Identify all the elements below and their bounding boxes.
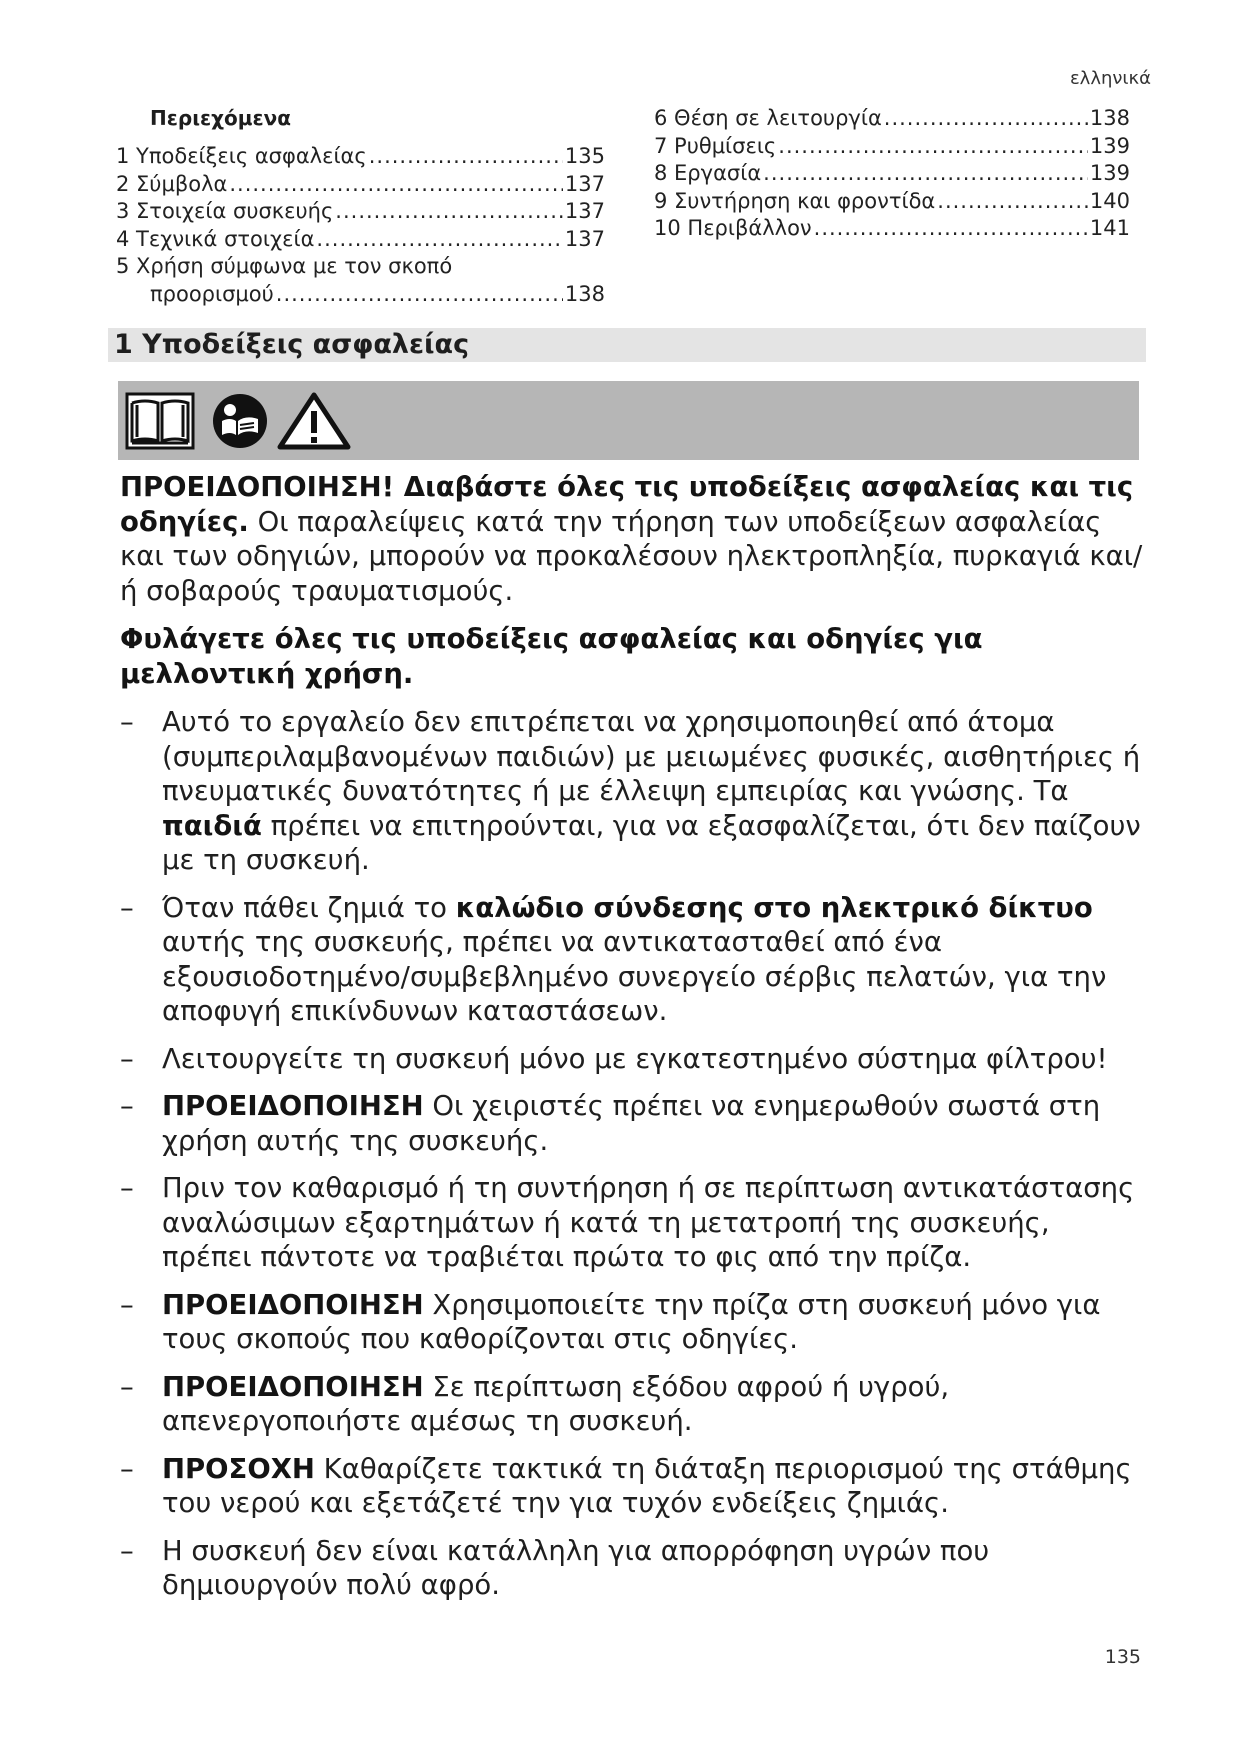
toc-entry-label: 6 Θέση σε λειτουργία (654, 106, 882, 130)
warning-triangle-icon (276, 391, 352, 451)
list-item: – ΠΡΟΕΙΔΟΠΟΙΗΣΗ Σε περίπτωση εξόδου αφρού ή υγρού, απενεργοποιήστε αμέσως τη συσκευή. (120, 1370, 1145, 1439)
toc-entry-label: 9 Συντήρηση και φροντίδα (654, 188, 936, 213)
safety-content (120, 470, 1145, 1616)
toc-entry-page: 140 (1089, 188, 1130, 213)
toc-entry[interactable] (116, 143, 605, 171)
keep-instructions-note: Φυλάγετε όλες τις υποδείξεις ασφαλείας και οδηγίες για μελλοντική χρήση. (120, 623, 983, 690)
list-item: – Όταν πάθει ζημιά το καλώδιο σύνδεσης στο ηλεκτρικό δίκτυο αυτής της συσκευής, πρέπει να αντικατασταθεί από ένα εξουσιοδοτημένο/συμβεβλημένο συνεργείο σέρβις πελατών, για την αποφυγή επικίνδυνων καταστάσεων. (120, 891, 1145, 1029)
warning-text: Οι παραλείψεις κατά την τήρηση των υποδείξεων ασφαλείας και των οδηγιών, μπορούν να προκαλέσουν ηλεκτροπληξία, πυρκαγιά και/ή σοβαρούς τραυματισμούς. (120, 505, 1143, 607)
toc-entry-label: 10 Περιβάλλον (654, 216, 812, 240)
list-item: – Πριν τον καθαρισμό ή τη συντήρηση ή σε περίπτωση αντικατάστασης αναλώσιμων εξαρτημάτων ή κατά τη μετατροπή της συσκευής, πρέπει πάντοτε να τραβιέται πρώτα το φις από την πρίζα. (120, 1171, 1145, 1275)
list-item: – ΠΡΟΣΟΧΗ Καθαρίζετε τακτικά τη διάταξη περιορισμού της στάθμης του νερού και εξετάζετέ την για τυχόν ενδείξεις ζημιάς. (120, 1452, 1145, 1521)
toc-entry-page: 139 (1089, 161, 1130, 185)
toc-entry-page: 141 (1089, 216, 1130, 240)
toc-entry-page: 137 (564, 226, 605, 251)
manual-book-icon (124, 391, 196, 451)
toc-entry-label: 5 Χρήση σύμφωνα με τον σκοπό (116, 254, 453, 278)
toc-entry[interactable] (116, 171, 605, 199)
read-instructions-icon (204, 391, 276, 451)
list-item: – Η συσκευή δεν είναι κατάλληλη για απορρόφηση υγρών που δημιουργούν πολύ αφρό. (120, 1534, 1145, 1603)
toc-entry[interactable] (116, 198, 605, 226)
toc-entry-label: 8 Εργασία (654, 161, 762, 185)
page-number: 135 (1104, 1646, 1141, 1668)
toc-entry[interactable] (654, 160, 1130, 188)
toc-entry-page: 138 (564, 281, 605, 306)
toc-entry[interactable] (116, 253, 605, 281)
warning-paragraph (120, 470, 1145, 608)
section-heading: 1 Υποδείξεις ασφαλείας (108, 328, 1146, 362)
toc-entry[interactable] (654, 133, 1130, 161)
toc-entry[interactable] (116, 226, 605, 254)
toc-entry-page: 138 (1089, 106, 1130, 130)
toc-right-column (654, 105, 1130, 243)
safety-bullet-list (120, 705, 1145, 1603)
toc-entry[interactable] (654, 215, 1130, 243)
toc-entry-label-cont: προορισμού (150, 281, 274, 306)
toc-entry[interactable] (654, 105, 1130, 133)
list-item: – Λειτουργείτε τη συσκευή μόνο με εγκατεστημένο σύστημα φίλτρου! (120, 1042, 1145, 1077)
warning-bold-text: ΠΡΟΕΙΔΟΠΟΙΗΣΗ! Διαβάστε όλες τις υποδείξεις ασφαλείας και τις οδηγίες. (120, 471, 1134, 538)
toc-left-column (116, 143, 605, 308)
toc-entry-continuation[interactable] (116, 281, 605, 309)
toc-entry-label: 4 Τεχνικά στοιχεία (116, 226, 315, 251)
toc-entry-label: 3 Στοιχεία συσκευής (116, 199, 334, 223)
list-item: – ΠΡΟΕΙΔΟΠΟΙΗΣΗ Οι χειριστές πρέπει να ενημερωθούν σωστά στη χρήση αυτής της συσκευής. (120, 1089, 1145, 1158)
safety-icon-bar (118, 381, 1139, 460)
language-label: ελληνικά (1069, 68, 1151, 89)
list-item: – Αυτό το εργαλείο δεν επιτρέπεται να χρησιμοποιηθεί από άτομα (συμπεριλαμβανομένων παιδιών) με μειωμένες φυσικές, αισθητήριες ή πνευματικές δυνατότητες ή με έλλειψη εμπειρίας και γνώσης. Τα παιδιά πρέπει να επιτηρούνται, για να εξασφαλίζεται, ότι δεν παίζουν με τη συσκευή. (120, 705, 1145, 878)
toc-entry-label: 1 Υποδείξεις ασφαλείας (116, 144, 367, 168)
list-item: – ΠΡΟΕΙΔΟΠΟΙΗΣΗ Χρησιμοποιείτε την πρίζα στη συσκευή μόνο για τους σκοπούς που καθορίζονται στις οδηγίες. (120, 1288, 1145, 1357)
toc-entry[interactable] (654, 188, 1130, 216)
toc-entry-label: 7 Ρυθμίσεις (654, 133, 777, 158)
toc-entry-page: 137 (564, 171, 605, 196)
toc-entry-page: 137 (564, 199, 605, 223)
toc-entry-page: 139 (1089, 133, 1130, 158)
toc-entry-page: 135 (564, 144, 605, 168)
toc-entry-label: 2 Σύμβολα (116, 171, 228, 196)
toc-title: Περιεχόμενα (150, 106, 291, 130)
